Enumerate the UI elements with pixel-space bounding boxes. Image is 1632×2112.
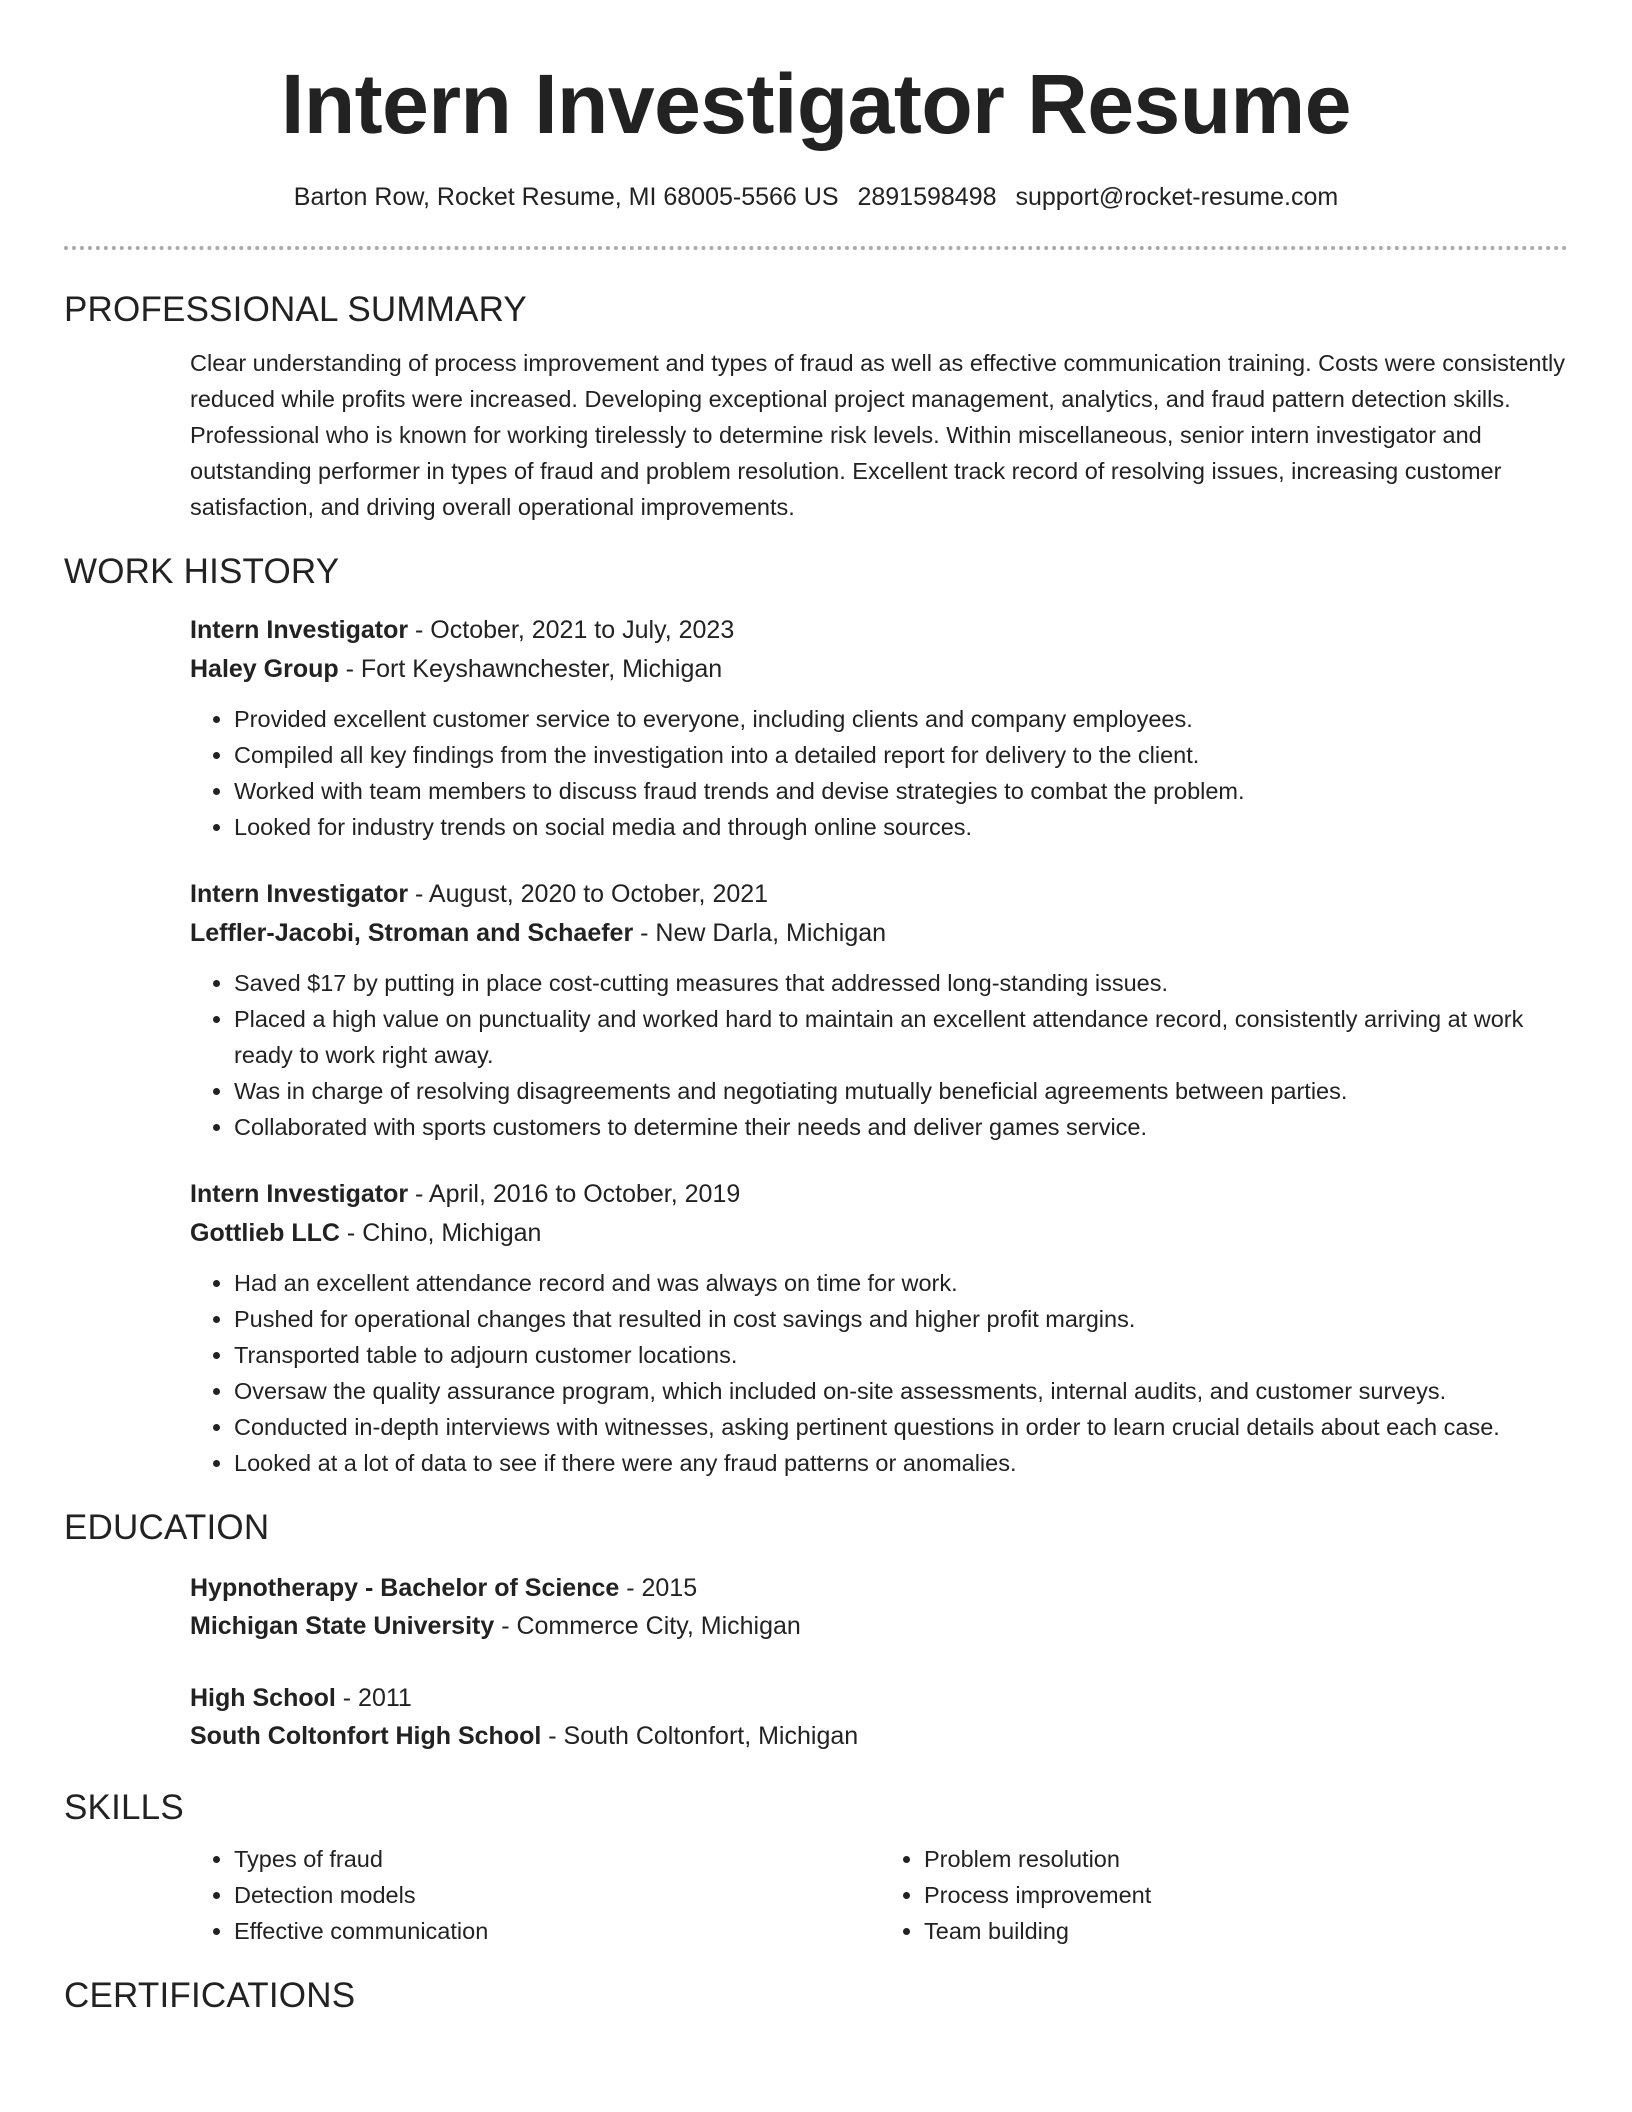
education-school-line xyxy=(190,1717,1568,1755)
section-heading-skills: SKILLS xyxy=(64,1788,184,1827)
skills-column-left xyxy=(190,1841,880,1949)
skills-list xyxy=(190,1841,1570,1949)
section-heading-education: EDUCATION xyxy=(64,1508,270,1547)
job-bullet: • Worked with team members to discuss fraud trends and devise strategies to combat the problem. xyxy=(234,773,1570,809)
job-bullets xyxy=(190,701,1568,845)
job-bullet: • Provided excellent customer service to everyone, including clients and company employees. xyxy=(234,701,1570,737)
job-title-line xyxy=(190,611,1568,650)
job-bullet: • Looked at a lot of data to see if there were any fraud patterns or anomalies. xyxy=(234,1445,1570,1481)
education-degree: Hypnotherapy - Bachelor of Science xyxy=(190,1574,620,1602)
job-location: - Fort Keyshawnchester, Michigan xyxy=(338,655,723,683)
job-dates: - August, 2020 to October, 2021 xyxy=(408,880,769,908)
contact-address: Barton Row, Rocket Resume, MI 68005-5566 US xyxy=(293,183,839,211)
skill-item: • Problem resolution xyxy=(924,1841,1524,1877)
education-school: South Coltonfort High School xyxy=(190,1722,542,1750)
job-company: Leffler-Jacobi, Stroman and Schaefer xyxy=(190,919,634,947)
job-dates: - October, 2021 to July, 2023 xyxy=(408,616,735,644)
skill-item: • Effective communication xyxy=(234,1913,834,1949)
job-bullet: • Transported table to adjourn customer locations. xyxy=(234,1337,1570,1373)
job-location: - Chino, Michigan xyxy=(339,1219,542,1247)
job-bullet: • Conducted in-depth interviews with witnesses, asking pertinent questions in order to learn crucial details about each case. xyxy=(234,1409,1570,1445)
education-year: - 2011 xyxy=(335,1684,412,1712)
job-title: Intern Investigator xyxy=(190,880,409,908)
job-bullet: • Pushed for operational changes that resulted in cost savings and higher profit margins. xyxy=(234,1301,1570,1337)
education-school-line xyxy=(190,1607,1568,1645)
job-entry xyxy=(190,611,1568,845)
job-company: Gottlieb LLC xyxy=(190,1219,340,1247)
header-divider xyxy=(64,246,1568,250)
job-bullets xyxy=(190,1265,1568,1481)
job-bullet: • Compiled all key findings from the investigation into a detailed report for delivery to the client. xyxy=(234,737,1570,773)
summary-text: Clear understanding of process improvement and types of fraud as well as effective communication training. Costs were consistently reduced while profits were increased. Developing exceptional project management, analytics, and fraud pattern detection skills. Professional who is known for working tirelessly to determine risk levels. Within miscellaneous, senior intern investigator and outstanding performer in types of fraud and problem resolution. Excellent track record of resolving issues, increasing customer satisfaction, and driving overall operational improvements. xyxy=(190,350,1565,520)
job-bullet: • Saved $17 by putting in place cost-cutting measures that addressed long-standing issues. xyxy=(234,965,1570,1001)
job-bullet: • Had an excellent attendance record and was always on time for work. xyxy=(234,1265,1570,1301)
skill-item: • Team building xyxy=(924,1913,1524,1949)
education-entry xyxy=(190,1679,1568,1755)
education-entry xyxy=(190,1569,1568,1645)
resume-title: Intern Investigator Resume xyxy=(281,57,1351,151)
job-title-line xyxy=(190,1175,1568,1214)
job-bullet: • Oversaw the quality assurance program, which included on-site assessments, internal audits, and customer surveys. xyxy=(234,1373,1570,1409)
job-company: Haley Group xyxy=(190,655,339,683)
skill-item: • Types of fraud xyxy=(234,1841,834,1877)
job-location: - New Darla, Michigan xyxy=(633,919,887,947)
job-title: Intern Investigator xyxy=(190,1180,409,1208)
education-degree-line xyxy=(190,1569,1568,1607)
job-entry xyxy=(190,1175,1568,1481)
job-bullet: • Collaborated with sports customers to determine their needs and deliver games service. xyxy=(234,1109,1570,1145)
job-bullet: • Placed a high value on punctuality and worked hard to maintain an excellent attendance record, consistently arriving at work ready to work right away. xyxy=(234,1001,1570,1073)
resume-page xyxy=(64,0,1568,2017)
contact-phone: 2891598498 xyxy=(857,183,997,211)
job-company-line xyxy=(190,650,1568,689)
section-heading-summary: PROFESSIONAL SUMMARY xyxy=(64,290,527,329)
job-company-line xyxy=(190,1214,1568,1253)
education-location: - Commerce City, Michigan xyxy=(494,1612,801,1640)
job-dates: - April, 2016 to October, 2019 xyxy=(408,1180,741,1208)
education-degree-line xyxy=(190,1679,1568,1717)
skill-item: • Detection models xyxy=(234,1877,834,1913)
section-heading-certifications: CERTIFICATIONS xyxy=(64,1976,356,2015)
job-title-line xyxy=(190,875,1568,914)
education-year: - 2015 xyxy=(619,1574,698,1602)
job-title: Intern Investigator xyxy=(190,616,409,644)
contact-email: support@rocket-resume.com xyxy=(1015,183,1339,211)
education-location: - South Coltonfort, Michigan xyxy=(541,1722,859,1750)
skill-item: • Process improvement xyxy=(924,1877,1524,1913)
contact-line xyxy=(64,182,1568,212)
job-entry xyxy=(190,875,1568,1145)
education-degree: High School xyxy=(190,1684,336,1712)
job-bullet: • Looked for industry trends on social media and through online sources. xyxy=(234,809,1570,845)
section-heading-work: WORK HISTORY xyxy=(64,552,340,591)
skills-column-right xyxy=(880,1841,1570,1949)
education-school: Michigan State University xyxy=(190,1612,495,1640)
job-bullets xyxy=(190,965,1568,1145)
job-company-line xyxy=(190,914,1568,953)
job-bullet: • Was in charge of resolving disagreements and negotiating mutually beneficial agreements between parties. xyxy=(234,1073,1570,1109)
